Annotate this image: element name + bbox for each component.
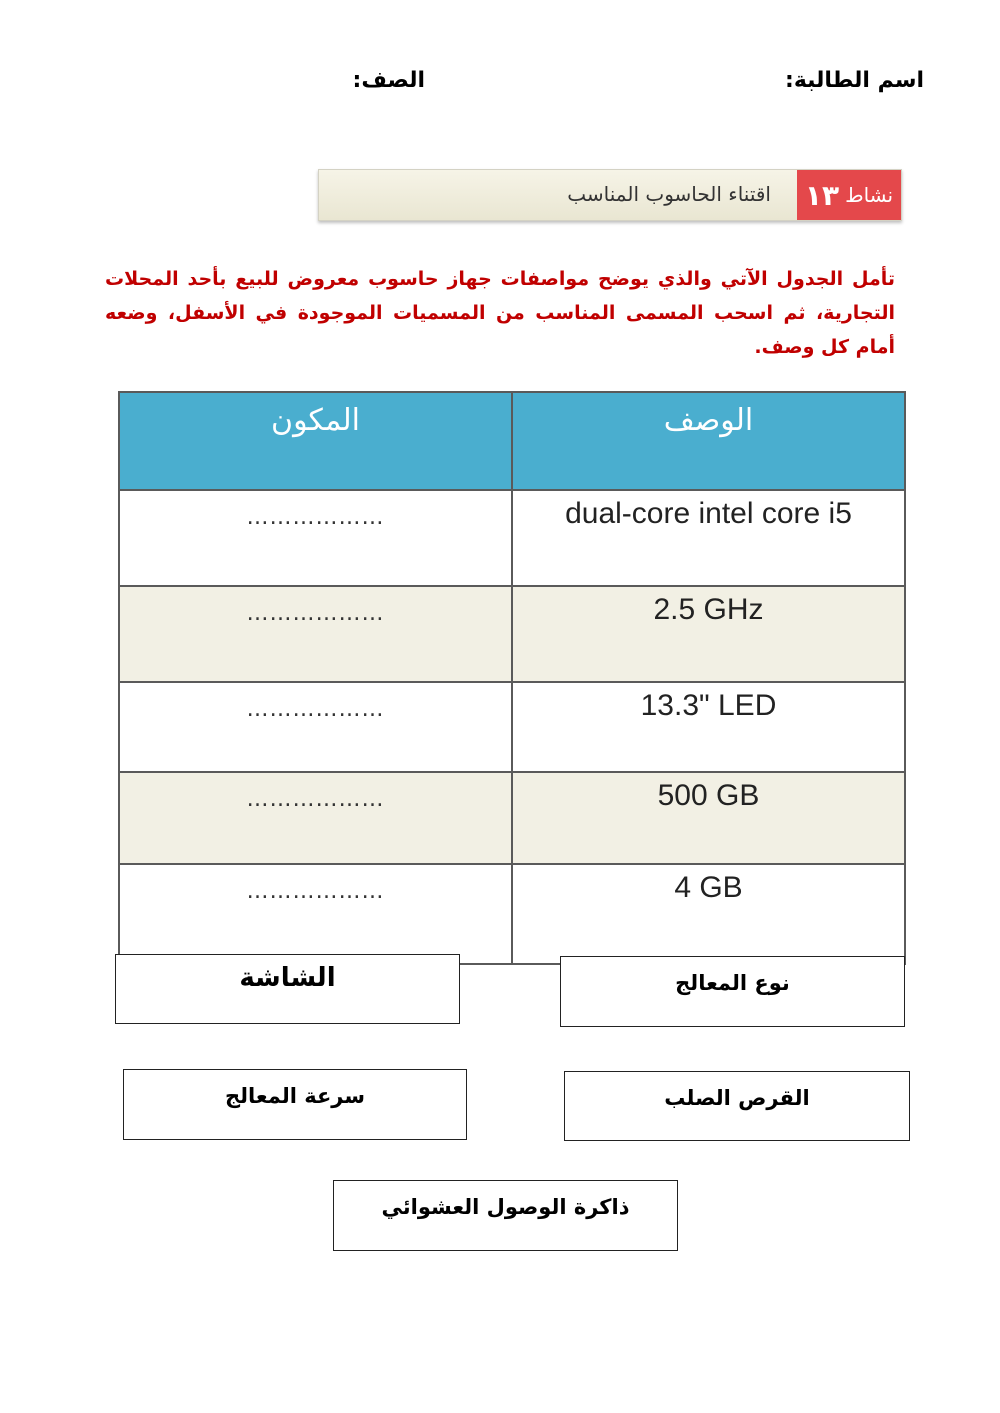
table-row [119, 772, 905, 864]
activity-number: ١٣ [804, 178, 840, 212]
header-description: الوصف [512, 392, 905, 490]
activity-label: نشاط [845, 183, 894, 207]
activity-title: اقتناء الحاسوب المناسب [567, 182, 771, 206]
table-row [119, 490, 905, 586]
spec-description: dual-core intel core i5 [512, 490, 905, 586]
class-label: الصف: [352, 68, 425, 93]
activity-badge [797, 170, 901, 220]
drop-target-component[interactable]: ……………… [119, 586, 512, 682]
spec-description: 4 GB [512, 864, 905, 964]
answer-ram[interactable]: ذاكرة الوصول العشوائي [333, 1180, 678, 1251]
instructions-text: تأمل الجدول الآتي والذي يوضح مواصفات جهاز حاسوب معروض للبيع بأحد المحلات التجارية، ثم اسحب المسمى المناسب من المسميات الموجودة في الأسفل، وضعه أمام كل وصف. [105, 268, 895, 358]
answer-cpu-speed[interactable]: سرعة المعالج [123, 1069, 467, 1140]
spec-description: 2.5 GHz [512, 586, 905, 682]
answer-cpu-type[interactable]: نوع المعالج [560, 956, 905, 1027]
answer-hard-disk[interactable]: القرص الصلب [564, 1071, 910, 1141]
drop-target-component[interactable]: ……………… [119, 772, 512, 864]
table-header-row [119, 392, 905, 490]
activity-banner [318, 169, 902, 221]
drop-target-component[interactable]: ……………… [119, 490, 512, 586]
table-row [119, 864, 905, 964]
table-row [119, 682, 905, 772]
specs-table [118, 391, 906, 965]
header-component: المكون [119, 392, 512, 490]
table-row [119, 586, 905, 682]
spec-description: 13.3" LED [512, 682, 905, 772]
drop-target-component[interactable]: ……………… [119, 864, 512, 964]
drop-target-component[interactable]: ……………… [119, 682, 512, 772]
student-name-label: اسم الطالبة: [785, 68, 924, 93]
answer-screen[interactable]: الشاشة [115, 954, 460, 1024]
spec-description: 500 GB [512, 772, 905, 864]
